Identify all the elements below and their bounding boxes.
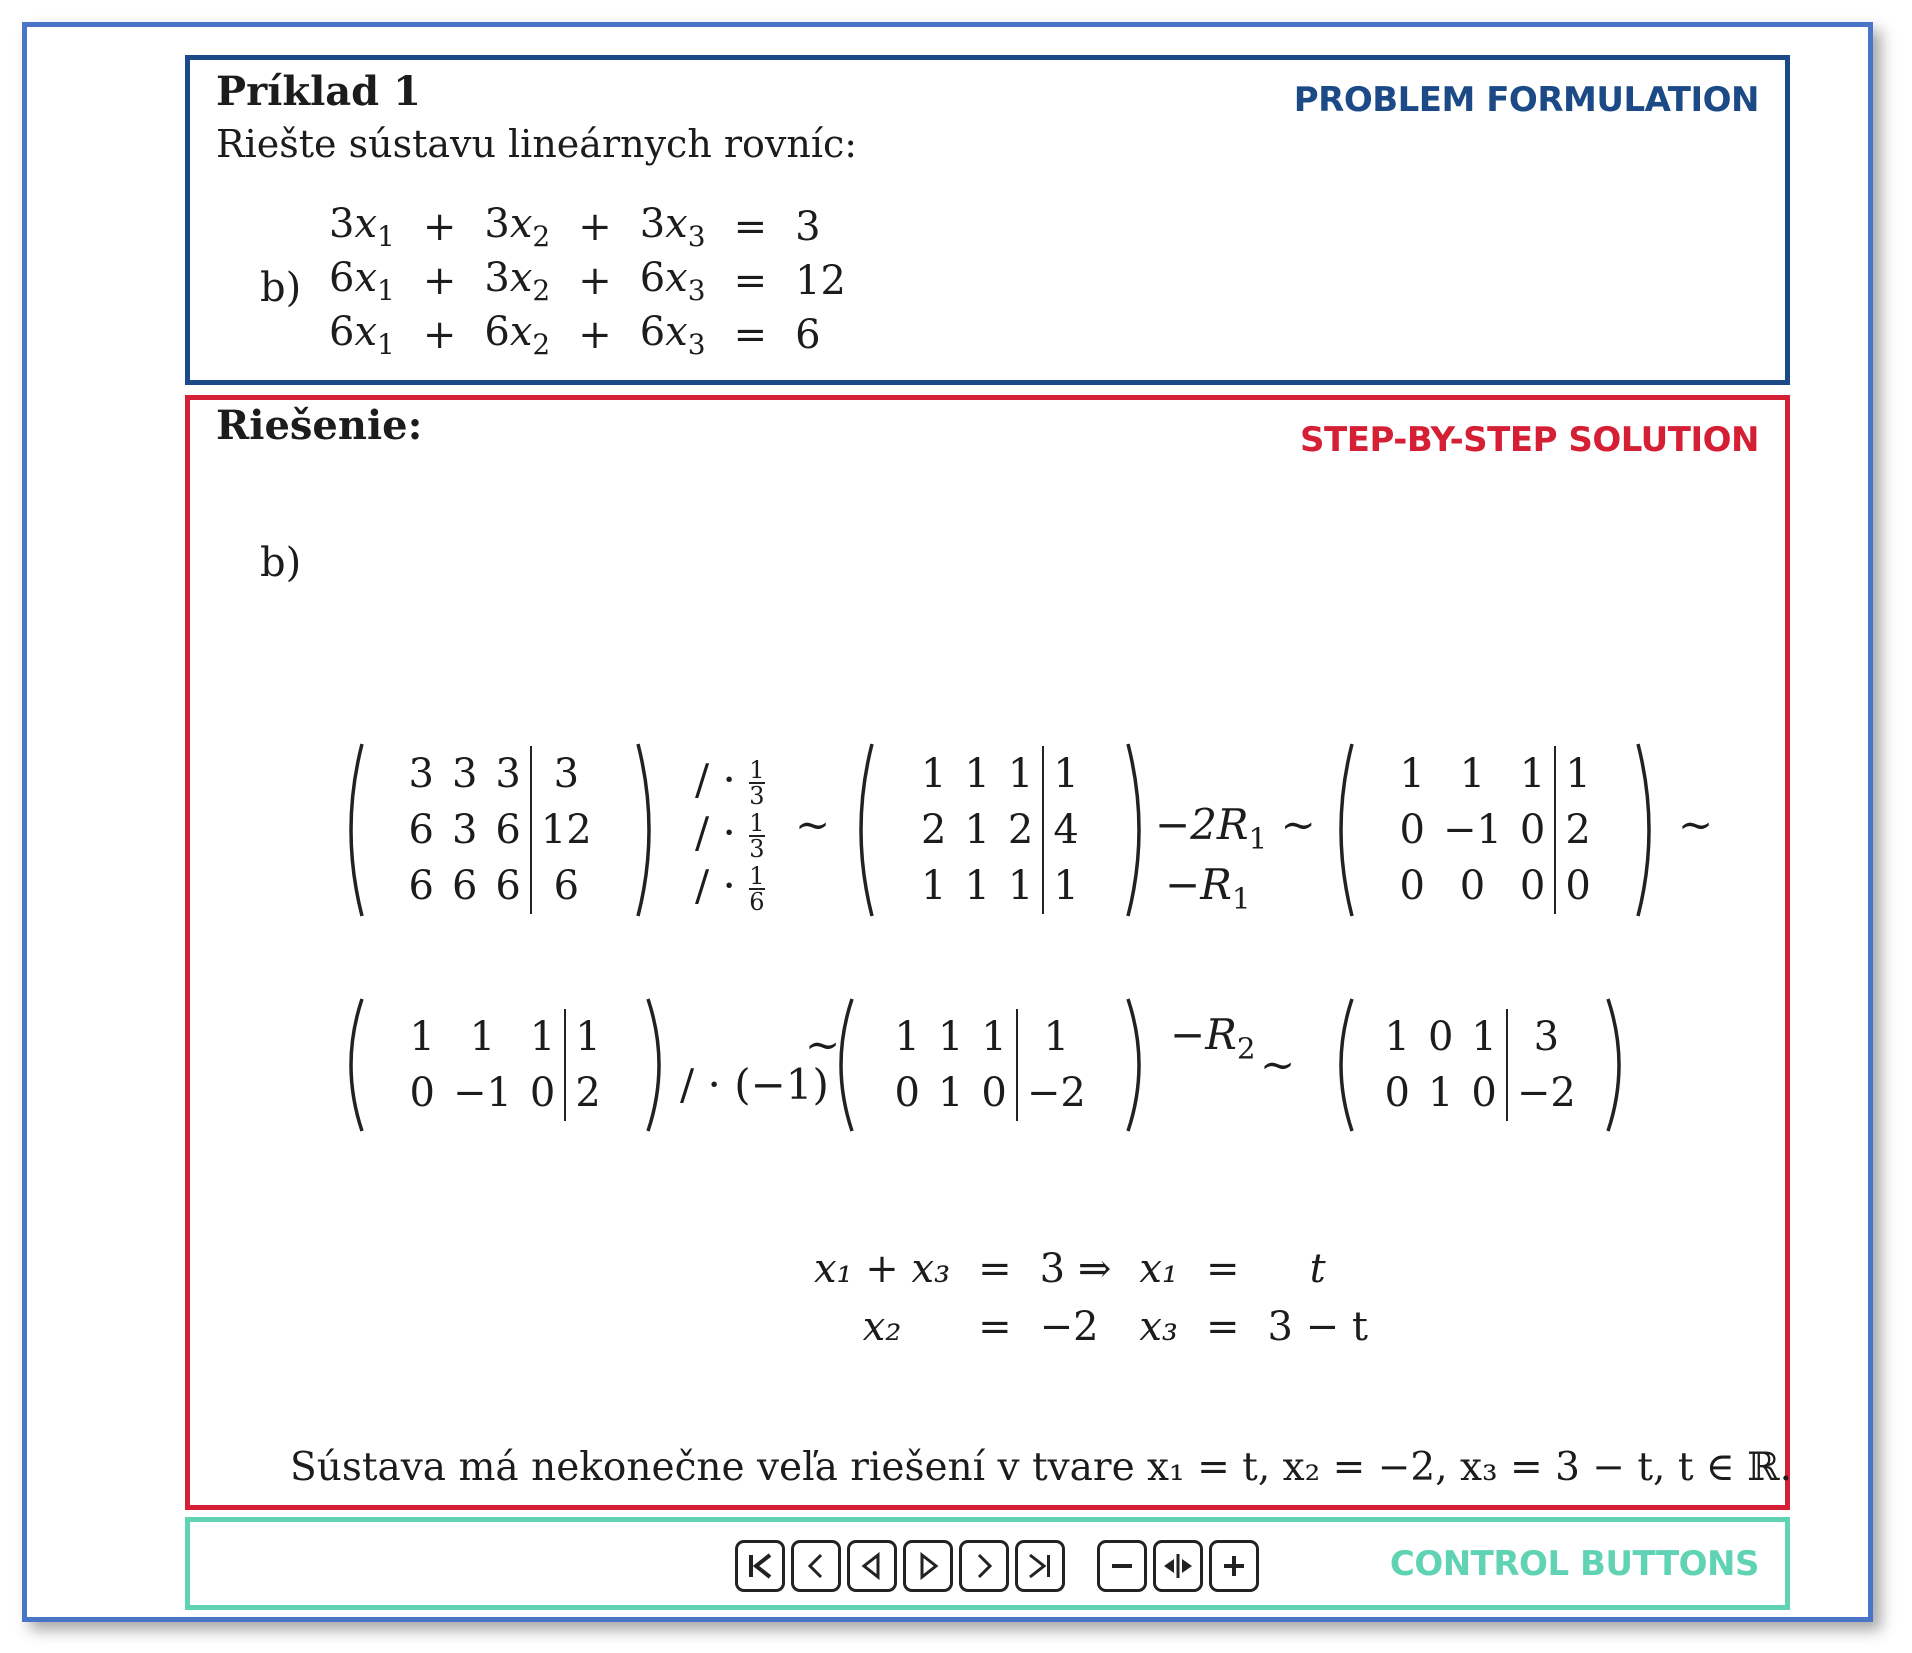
solution-equations: x₁ + x₃ = 3 ⇒ x₁ = t x₂ = −2 x₃ = 3 − t (800, 1240, 1382, 1356)
matrix-cell: 1 (1007, 863, 1034, 909)
matrix-cell: 0 (894, 1070, 920, 1116)
augmented-matrix-1 (340, 740, 660, 920)
matrix-rhs-cell: 3 (1507, 1009, 1585, 1065)
matrix-cell: 1 (964, 807, 990, 853)
matrix-cell: 6 (408, 863, 434, 909)
matrix-cell: 6 (495, 863, 521, 909)
step-back-icon (856, 1550, 888, 1582)
last-step-button[interactable] (1015, 1540, 1065, 1592)
matrix-rhs-cell: 3 (531, 746, 601, 802)
matrix-cell: 0 (1471, 1070, 1497, 1116)
solution-tag: STEP-BY-STEP SOLUTION (1300, 420, 1759, 460)
previous-button[interactable] (791, 1540, 841, 1592)
matrix-cell: 1 (981, 1014, 1007, 1060)
matrix-cell: 1 (937, 1014, 964, 1060)
matrix-row (912, 746, 1088, 802)
left-parenthesis (351, 999, 362, 1131)
matrix-cell: 1 (964, 863, 990, 909)
matrix-row (1391, 858, 1600, 914)
matrix-row (886, 1065, 1095, 1121)
matrix-cell: −1 (1442, 807, 1502, 853)
equation-system (315, 200, 860, 362)
matrix-cell: 3 (451, 807, 478, 853)
matrix-cell: 1 (1007, 751, 1034, 797)
matrix-cell: 0 (1519, 863, 1546, 909)
matrix-row (401, 1009, 610, 1065)
matrix-body (401, 1009, 610, 1121)
right-parenthesis (1128, 744, 1139, 916)
matrix-row (400, 746, 601, 802)
matrix-cell: 1 (894, 1014, 920, 1060)
row-op-minus-r1: $-R_1$ (1165, 860, 1251, 916)
left-parenthesis (841, 999, 852, 1131)
zoom-out-icon (1106, 1550, 1138, 1582)
problem-instruction: Riešte sústavu lineárnych rovníc: (216, 122, 858, 166)
problem-heading: Príklad 1 (216, 68, 421, 115)
matrix-cell: −1 (452, 1070, 512, 1116)
zoom-in-icon (1218, 1550, 1250, 1582)
augmented-matrix-2 (850, 740, 1150, 920)
matrix-cell: 1 (1427, 1070, 1454, 1116)
left-parenthesis (1341, 744, 1352, 916)
problem-formulation-tag: PROBLEM FORMULATION (1293, 80, 1759, 120)
matrix-cell: 3 (495, 751, 521, 797)
matrix-body (912, 746, 1088, 914)
matrix-rhs-cell: 1 (565, 1009, 609, 1065)
matrix-rhs-cell: 4 (1043, 802, 1087, 858)
result-lhs: x₁ + x₃ (814, 1246, 951, 1292)
matrix-cell: 6 (451, 863, 478, 909)
matrix-cell: 0 (981, 1070, 1007, 1116)
matrix-cell: 1 (921, 751, 947, 797)
zoom-in-button[interactable] (1209, 1540, 1259, 1592)
matrix-cell: 0 (1384, 1070, 1410, 1116)
matrix-cell: 0 (529, 1070, 556, 1116)
matrix-cell: 1 (1384, 1014, 1410, 1060)
matrix-row (1376, 1009, 1585, 1065)
row-op-minus-2r1: $-2R_1$ ∼ (1155, 800, 1316, 856)
control-button-row (735, 1540, 1259, 1592)
right-parenthesis (638, 744, 649, 916)
solution-heading: Riešenie: (216, 402, 423, 449)
matrix-row (1391, 746, 1600, 802)
next-icon (968, 1550, 1000, 1582)
matrix-cell: 1 (1459, 751, 1486, 797)
step-forward-button[interactable] (903, 1540, 953, 1592)
matrix-row (886, 1009, 1095, 1065)
next-button[interactable] (959, 1540, 1009, 1592)
tilde-symbol: ∼ (795, 800, 831, 849)
matrix-row (400, 858, 601, 914)
matrix-cell: 1 (1519, 751, 1546, 797)
matrix-row (912, 802, 1088, 858)
matrix-rhs-cell: 6 (531, 858, 601, 914)
left-parenthesis (1341, 999, 1352, 1131)
matrix-cell: 2 (921, 807, 947, 853)
solution-conclusion: Sústava má nekonečne veľa riešení v tvare x₁ = t, x₂ = −2, x₃ = 3 − t, t ∈ ℝ. (290, 1445, 1792, 1490)
matrix-cell: 2 (1007, 807, 1034, 853)
matrix-rhs-cell: 12 (531, 802, 601, 858)
fit-icon (1162, 1550, 1194, 1582)
matrix-cell: 0 (1427, 1014, 1454, 1060)
matrix-cell: 1 (469, 1014, 496, 1060)
matrix-cell: 3 (408, 751, 434, 797)
matrix-cell: 6 (408, 807, 434, 853)
matrix-row (912, 858, 1088, 914)
matrix-rhs-cell: 1 (1017, 1009, 1095, 1065)
augmented-matrix-3 (1330, 740, 1660, 920)
matrix-cell: 0 (1399, 807, 1425, 853)
matrix-cell: 1 (964, 751, 990, 797)
matrix-cell: 3 (451, 751, 478, 797)
augmented-matrix-4 (340, 995, 670, 1135)
matrix-cell: 1 (409, 1014, 435, 1060)
fit-view-button[interactable] (1153, 1540, 1203, 1592)
step-back-button[interactable] (847, 1540, 897, 1592)
solution-part-label: b) (260, 540, 302, 586)
matrix-rhs-cell: 0 (1555, 858, 1599, 914)
right-parenthesis (1638, 744, 1649, 916)
row-op-minus-r2: $-R_2$ (1170, 1010, 1256, 1066)
first-icon (744, 1550, 776, 1582)
matrix-rhs-cell: 2 (565, 1065, 609, 1121)
problem-part-label: b) (260, 265, 302, 311)
left-parenthesis (861, 744, 872, 916)
zoom-out-button[interactable] (1097, 1540, 1147, 1592)
matrix-cell: 0 (1459, 863, 1486, 909)
left-parenthesis (351, 744, 362, 916)
matrix-rhs-cell: 2 (1555, 802, 1599, 858)
augmented-matrix-6 (1330, 995, 1630, 1135)
control-buttons-tag: CONTROL BUTTONS (1389, 1544, 1759, 1584)
matrix-cell: 1 (937, 1070, 964, 1116)
matrix-cell: 0 (1399, 863, 1425, 909)
matrix-rhs-cell: 1 (1043, 858, 1087, 914)
matrix-cell: 1 (921, 863, 947, 909)
matrix-body (400, 746, 601, 914)
matrix-rhs-cell: 1 (1555, 746, 1599, 802)
augmented-matrix-5 (830, 995, 1150, 1135)
tilde-symbol: ∼ (1260, 1040, 1296, 1089)
tilde-symbol: ∼ (1678, 800, 1714, 849)
matrix-cell: 1 (529, 1014, 556, 1060)
matrix-cell: 6 (495, 807, 521, 853)
right-parenthesis (1608, 999, 1619, 1131)
matrix-body (1391, 746, 1600, 914)
row-scaling-ops: / · $\frac{1}{3}$ / · $\frac{1}{3}$ / · $\frac{1}{6}$ (695, 755, 765, 916)
equation-row: $6x_1$ + $6x_2$ + $6x_3$ = 6 (329, 309, 821, 361)
matrix-cell: 0 (1519, 807, 1546, 853)
matrix-rhs-cell: −2 (1507, 1065, 1585, 1121)
right-parenthesis (648, 999, 659, 1131)
tilde-symbol: ∼ (805, 1020, 841, 1069)
matrix-body (1376, 1009, 1585, 1121)
last-icon (1024, 1550, 1056, 1582)
control-buttons-panel (185, 1517, 1790, 1610)
result-lhs: x₂ (862, 1304, 902, 1350)
matrix-row (400, 802, 601, 858)
row-op-times-minus-one: / · (−1) (680, 1060, 829, 1109)
matrix-body (886, 1009, 1095, 1121)
matrix-cell: 0 (409, 1070, 435, 1116)
solution-panel (185, 395, 1790, 1510)
matrix-cell: 1 (1471, 1014, 1497, 1060)
matrix-rhs-cell: 1 (1043, 746, 1087, 802)
first-step-button[interactable] (735, 1540, 785, 1592)
matrix-row (401, 1065, 610, 1121)
problem-formulation-panel (185, 55, 1790, 385)
right-parenthesis (1128, 999, 1139, 1131)
equation-row: $6x_1$ + $3x_2$ + $6x_3$ = 12 (329, 255, 846, 307)
step-forward-icon (912, 1550, 944, 1582)
matrix-row (1376, 1065, 1585, 1121)
matrix-rhs-cell: −2 (1017, 1065, 1095, 1121)
matrix-cell: 1 (1399, 751, 1425, 797)
prev-icon (800, 1550, 832, 1582)
equation-row: $3x_1$ + $3x_2$ + $3x_3$ = 3 (329, 201, 821, 253)
matrix-row (1391, 802, 1600, 858)
